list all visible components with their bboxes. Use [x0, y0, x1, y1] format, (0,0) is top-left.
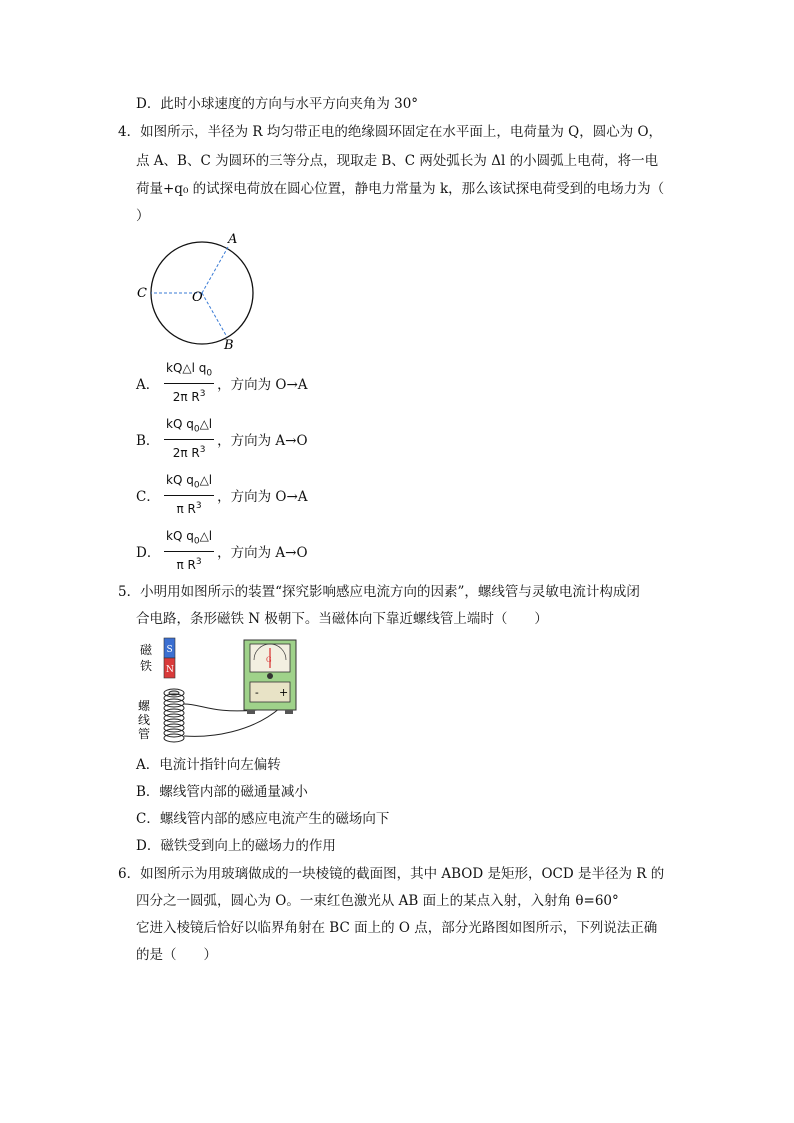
q5-stem-line-1: 5．小明用如图所示的装置“探究影响感应电流方向的因素”，螺线管与灵敏电流计构成闭 — [118, 584, 640, 600]
denominator-superscript: 3 — [199, 445, 206, 456]
q4-stem-line-1: 4．如图所示，半径为 R 均匀带正电的绝缘圆环固定在水平面上，电荷量为 Q，圆心为 O， — [118, 124, 663, 140]
magnet-label-2: 铁 — [140, 659, 153, 673]
direction-text: ，方向为 O→A — [217, 376, 308, 393]
q5-option-a: A．电流计指针向左偏转 — [136, 757, 281, 773]
coil-label-1: 螺 — [138, 699, 151, 713]
q5-option-d: D．磁铁受到向上的磁场力的作用 — [136, 838, 336, 854]
coil-label-3: 管 — [138, 727, 151, 741]
numerator: kQ△l q — [166, 361, 207, 375]
pole-s-label: S — [166, 645, 173, 655]
denominator: 2π R — [172, 390, 200, 405]
terminal-plus-label: + — [279, 686, 289, 699]
numerator-tail: △l — [199, 473, 213, 487]
denominator-superscript: 3 — [195, 557, 202, 568]
q4-option-c — [136, 472, 308, 517]
q4-option-b — [136, 416, 308, 461]
q5-stem-line-2: 合电路，条形磁铁 N 极朝下。当磁体向下靠近螺线管上端时（ ） — [136, 611, 548, 627]
q6-stem-line-2: 四分之一圆弧，圆心为 O。一束红色激光从 AB 面上的某点入射，入射角 θ=60° — [136, 893, 619, 909]
q5-apparatus-figure — [132, 632, 312, 747]
q6-stem-line-1: 6．如图所示为用玻璃做成的一块棱镜的截面图，其中 ABOD 是矩形，OCD 是半径为 R 的 — [118, 866, 665, 882]
pole-n-label: N — [166, 665, 174, 675]
fraction — [164, 360, 214, 405]
option-label: D． — [136, 544, 161, 561]
numerator: kQ q — [166, 417, 194, 431]
fraction — [164, 528, 214, 573]
q5-option-c: C．螺线管内部的感应电流产生的磁场向下 — [136, 811, 390, 827]
galvanometer — [244, 640, 296, 714]
numerator: kQ q — [166, 529, 194, 543]
option-label: B． — [136, 432, 160, 449]
coil-label-2: 线 — [138, 713, 151, 727]
bar-magnet — [164, 638, 175, 678]
q4-stem-line-4: ） — [136, 208, 150, 224]
numerator-subscript: 0 — [193, 480, 200, 491]
option-label: C． — [136, 488, 160, 505]
denominator: 2π R — [172, 446, 200, 461]
fraction — [164, 472, 214, 517]
denominator-superscript: 3 — [195, 501, 202, 512]
fraction — [164, 416, 214, 461]
q4-option-a — [136, 360, 308, 405]
q6-stem-line-3: 它进入棱镜后恰好以临界角射在 BC 面上的 O 点，部分光路图如图所示，下列说法正确 — [136, 920, 658, 936]
wire-2 — [184, 708, 280, 736]
q4-option-d — [136, 528, 308, 573]
point-a-label: A — [228, 232, 238, 247]
numerator: kQ q — [166, 473, 194, 487]
denominator-superscript: 3 — [199, 389, 206, 400]
numerator-tail: △l — [199, 529, 213, 543]
option-label: A． — [136, 376, 160, 393]
direction-text: ，方向为 O→A — [217, 488, 308, 505]
numerator-subscript: 0 — [193, 536, 200, 547]
denominator: π R — [176, 502, 196, 517]
q5-option-b: B．螺线管内部的磁通量减小 — [136, 784, 308, 800]
q6-stem-line-4: 的是（ ） — [136, 947, 217, 963]
radius-ob — [202, 293, 227, 337]
denominator: π R — [176, 558, 196, 573]
numerator-subscript: 0 — [193, 424, 200, 435]
q4-stem-line-3: 荷量+q₀ 的试探电荷放在圆心位置，静电力常量为 k，那么该试探电荷受到的电场力为（ — [136, 181, 665, 197]
center-o-label: O — [192, 290, 203, 305]
q4-stem-line-2: 点 A、B、C 为圆环的三等分点，现取走 B、C 两处弧长为 Δl 的小圆弧上电荷，将一电 — [136, 153, 659, 169]
numerator-subscript: 0 — [206, 368, 213, 379]
meter-g-label: G — [266, 656, 272, 664]
q4-ring-figure — [130, 225, 270, 355]
q3-option-d: D．此时小球速度的方向与水平方向夹角为 30° — [136, 96, 419, 112]
numerator-tail: △l — [199, 417, 213, 431]
direction-text: ，方向为 A→O — [217, 432, 308, 449]
magnet-label-1: 磁 — [140, 643, 153, 657]
point-b-label: B — [224, 338, 234, 353]
solenoid — [164, 689, 184, 742]
terminal-minus-label: - — [255, 686, 259, 699]
radius-oa — [202, 247, 228, 293]
direction-text: ，方向为 A→O — [217, 544, 308, 561]
point-c-label: C — [137, 286, 147, 301]
